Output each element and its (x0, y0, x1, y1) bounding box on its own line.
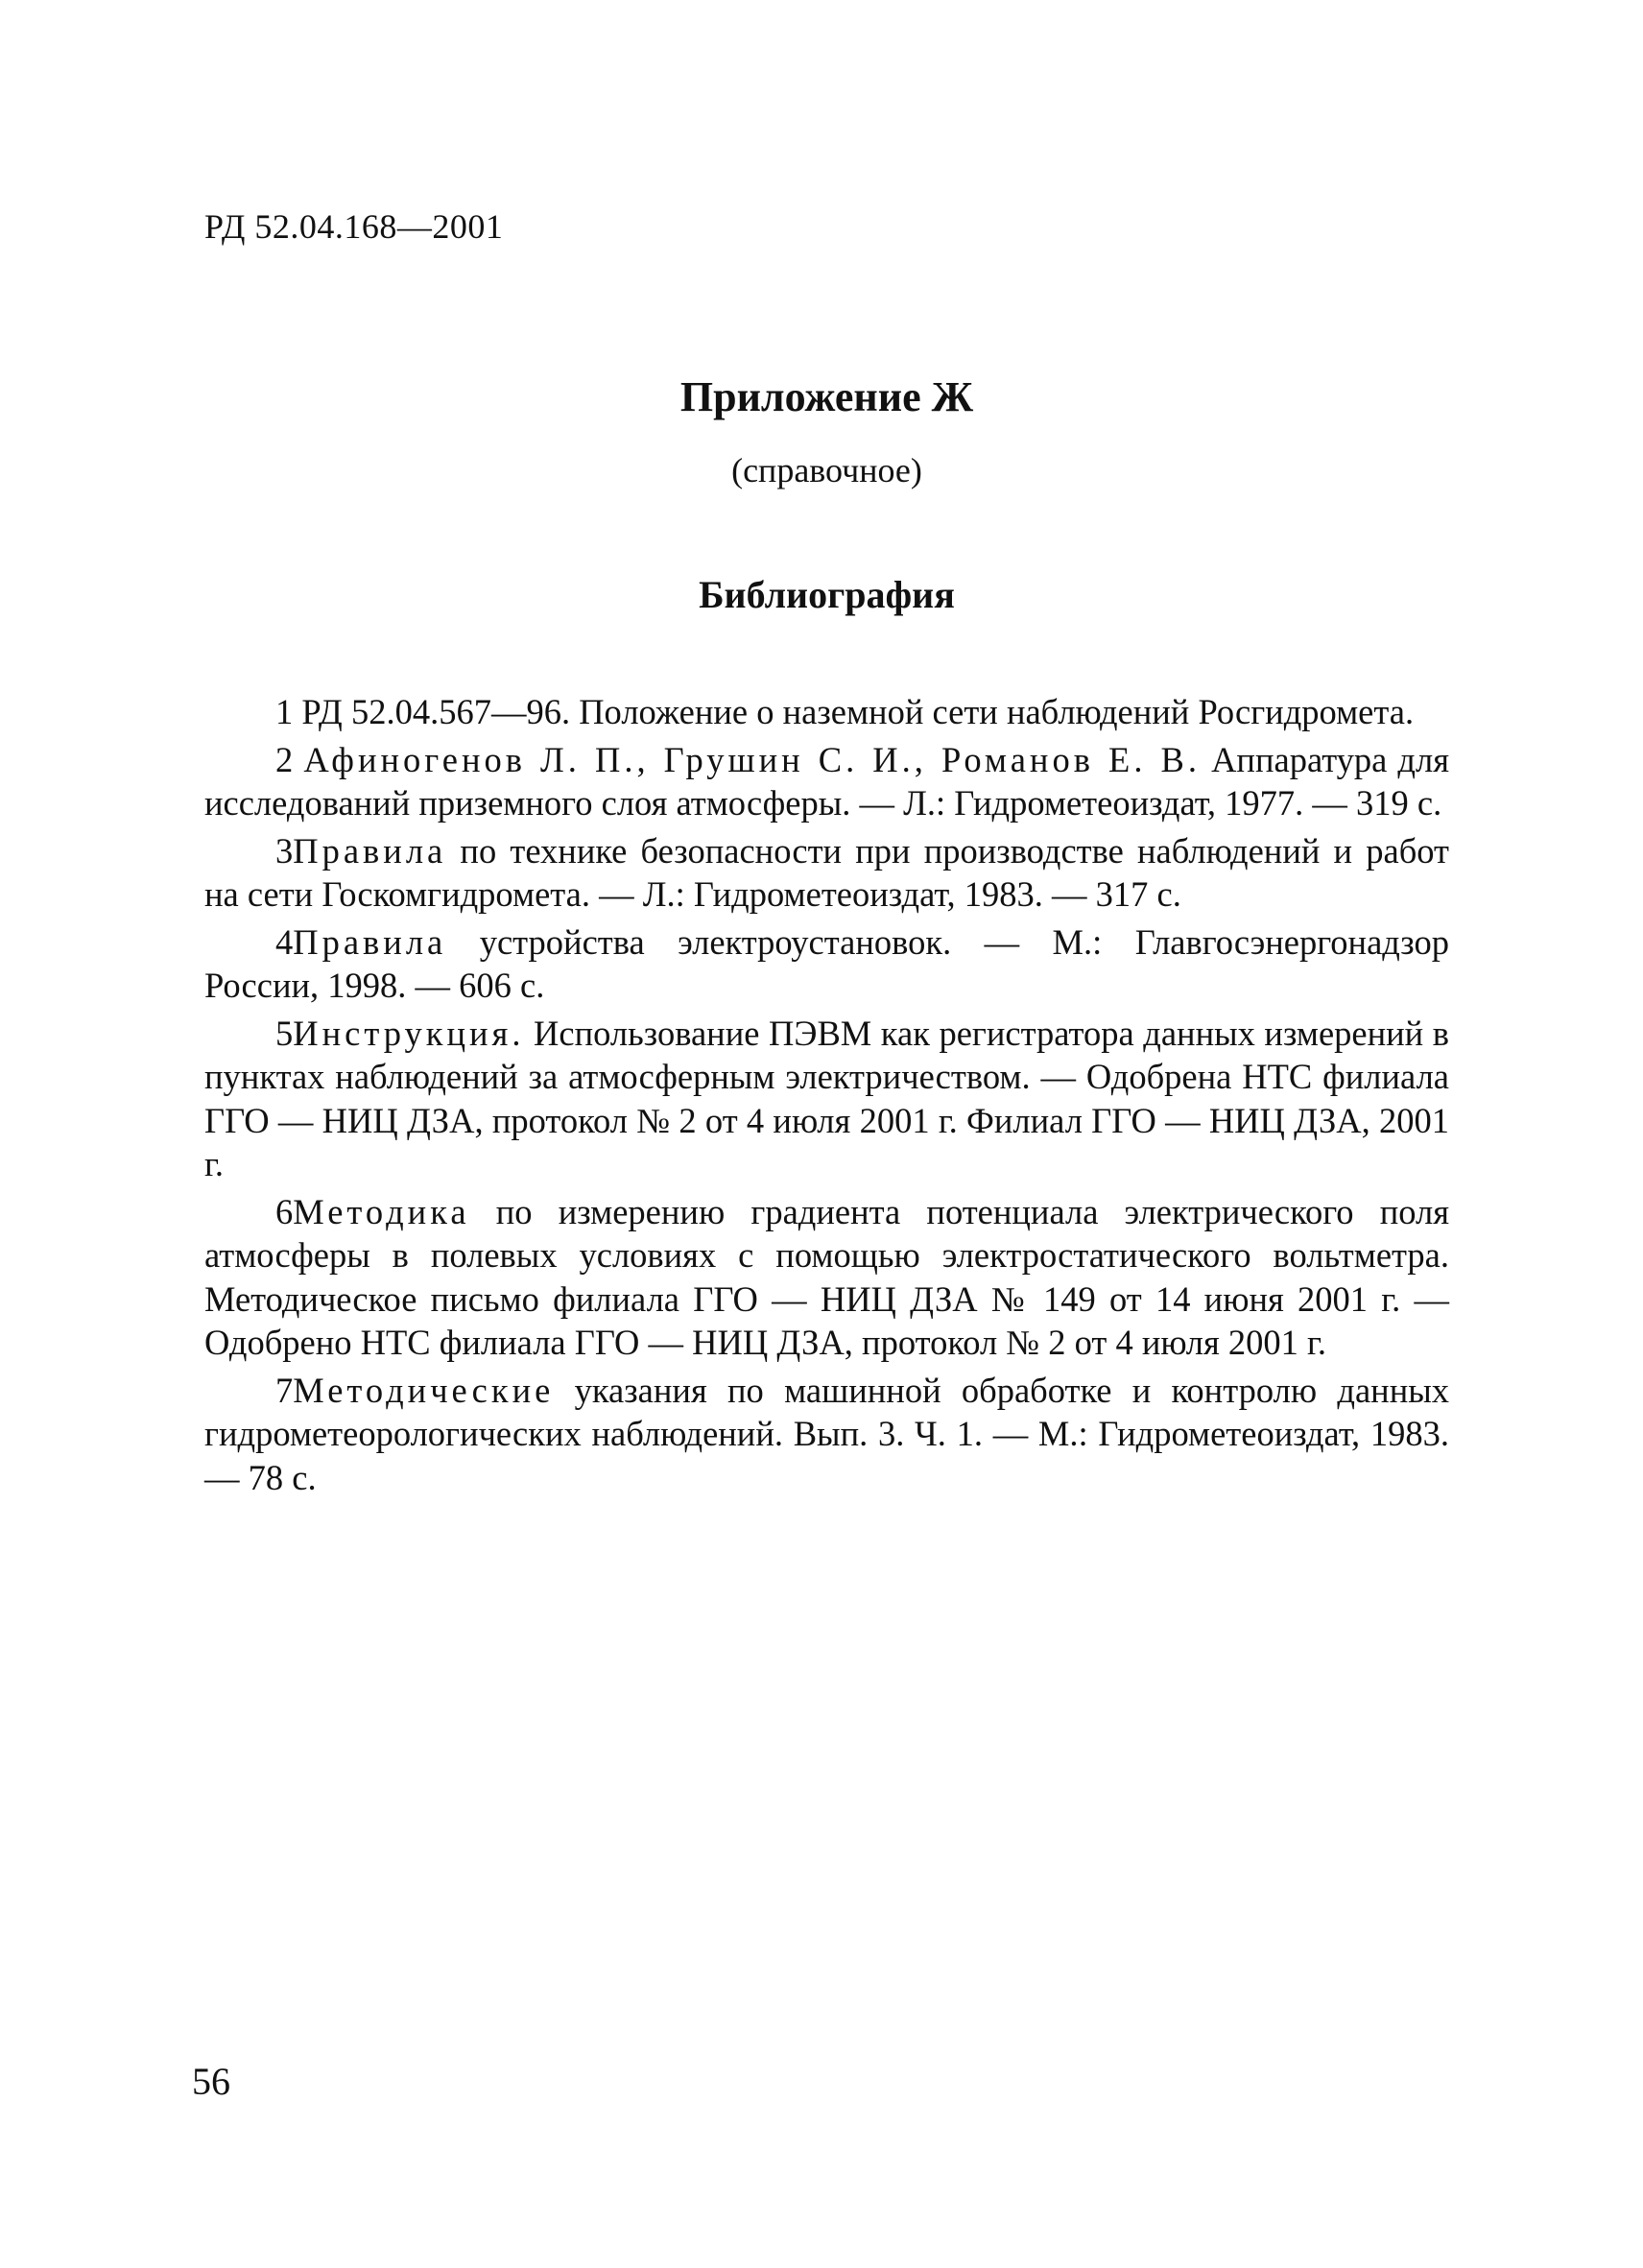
bibliography-item-number: 7 (275, 1370, 294, 1410)
bibliography-item-text: Использование ПЭВМ как регистратора данных измерений в пунктах наблюдений за атмосферным электричеством. — Одобрена НТС филиала ГГО — НИЦ ДЗА, протокол № 2 от 4 июля 2001 г. Филиал ГГО — НИЦ ДЗА, 2001 г. (204, 1013, 1450, 1183)
bibliography-item-lead: Афиногенов Л. П., Грушин С. И., Романов Е. В. (303, 739, 1201, 779)
bibliography-item-number: 1 (275, 692, 294, 731)
bibliography-item-lead: Методика (293, 1191, 470, 1231)
bibliography-item-text: по технике безопасности при производстве наблюдений и работ на сети Госкомгидромета. — Л.: Гидрометеоиздат, 1983. — 317 с. (204, 830, 1449, 914)
bibliography-item-lead: Инструкция. (293, 1013, 525, 1053)
bibliography-item (204, 920, 1449, 1008)
bibliography-item-text: указания по машинной обработке и контролю данных гидрометеорологических наблюдений. Вып. 3. Ч. 1. — М.: Гидрометеоиздат, 1983. — 78 с. (204, 1370, 1450, 1497)
appendix-subtitle: (справочное) (731, 451, 922, 489)
bibliography-item-lead: Правила (293, 830, 447, 871)
bibliography-item-lead: Методические (293, 1370, 555, 1410)
bibliography-heading: Библиография (699, 573, 955, 616)
bibliography-item (204, 829, 1449, 917)
bibliography-list (204, 690, 1449, 1503)
bibliography-item (204, 738, 1449, 825)
page-number: 56 (192, 2060, 230, 2103)
bibliography-item-number: 6 (275, 1191, 294, 1231)
bibliography-item-text: Аппаратура для исследований приземного слоя атмосферы. — Л.: Гидрометеоиздат, 1977. — 319 с. (204, 739, 1450, 823)
bibliography-item-text: по измерению градиента потенциала электрического поля атмосферы в полевых условиях с помощью электростатического вольтметра. Методическое письмо филиала ГГО — НИЦ ДЗА № 149 от 14 июня 2001 г. — Одобрено НТС филиала ГГО — НИЦ ДЗА, протокол № 2 от 4 июля 2001 г. (204, 1191, 1449, 1362)
bibliography-item (204, 690, 1449, 734)
bibliography-item-lead: Правила (293, 921, 447, 962)
document-code: РД 52.04.168—2001 (204, 207, 504, 246)
bibliography-item (204, 1012, 1449, 1186)
bibliography-item-text: РД 52.04.567—96. Положение о наземной сети наблюдений Росгидромета. (301, 692, 1415, 731)
appendix-title: Приложение Ж (679, 373, 974, 420)
bibliography-item (204, 1369, 1449, 1500)
bibliography-item-number: 3 (275, 830, 294, 871)
bibliography-item-number: 4 (275, 921, 294, 962)
bibliography-item (204, 1190, 1449, 1365)
bibliography-item-text: устройства электроустановок. — М.: Главгосэнергонадзор России, 1998. — 606 с. (204, 921, 1449, 1005)
bibliography-item-number: 5 (275, 1013, 294, 1053)
bibliography-item-number: 2 (275, 739, 294, 779)
